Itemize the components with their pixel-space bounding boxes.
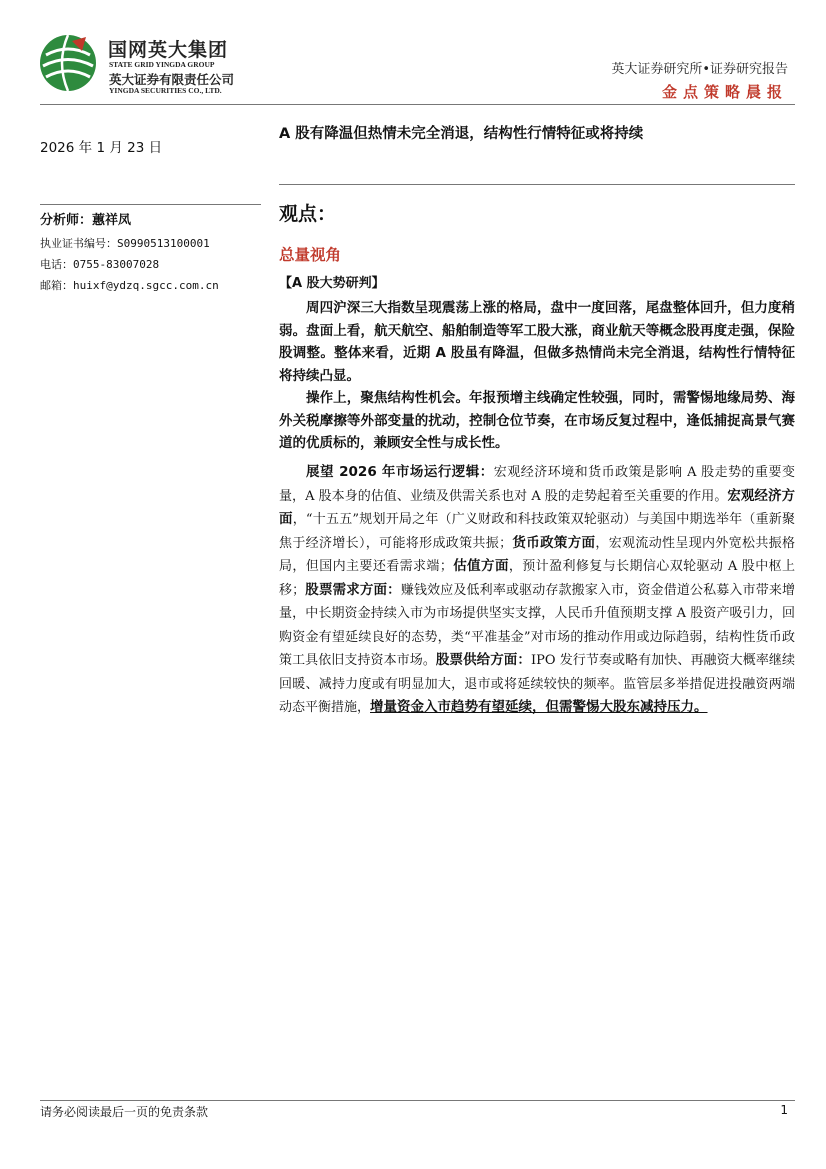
viewpoint-heading: 观点： [279,203,337,225]
disclaimer-note: 请务必阅读最后一页的免责条款 [40,1105,209,1119]
valuation-text: ，预计盈利修复与长期信心双轮驱动 A 股中枢上移； [279,559,795,598]
monetary-heading: 货币政策方面 [512,534,596,551]
outlook-lead: 展望 2026 年市场运行逻辑： [306,464,494,480]
logo-company-name: 英大证券有限责任公司 [109,72,235,87]
logo-english-name: STATE GRID YINGDA GROUP [109,60,215,69]
subsection-heading: 【A 股大势研判】 [279,276,385,291]
report-type-label: 金点策略晨报 [661,83,788,101]
section-heading: 总量视角 [279,246,342,264]
macro-heading: 宏观经济方面 [279,487,795,527]
valuation-heading: 估值方面 [452,558,509,574]
institute-label: 英大证券研究所•证券研究报告 [611,62,788,77]
conclusion-underlined: 增量资金入市趋势有望延续，但需警惕大股东减持压力。 [370,699,708,715]
supply-heading: 股票供给方面： [435,652,531,668]
title-divider [279,184,795,185]
demand-heading: 股票需求方面： [305,581,401,598]
logo-company-english: YINGDA SECURITIES CO., LTD. [109,86,222,95]
supply-text: IPO 发行节奏或略有加快、再融资大概率继续回暖、减持力度或有明显加大，退市或将延续较快的频率。监管层多举措促进投融资两端动态平衡措施， [279,653,795,715]
outlook-text: 宏观经济环境和货币政策是影响 A 股走势的重要变量，A 股本身的估值、业绩及供需关系也对 A 股的走势起着至关重要的作用。 [279,465,795,504]
demand-text: 赚钱效应及低利率或驱动存款搬家入市，资金借道公私募入市带来增量，中长期资金持续入市为市场提供坚实支撑，人民币升值预期支撑 A 股资产吸引力，回购资金有望延续良好的态势，类“平准基金”对市场的推动作用或边际趋弱，结构性货币政策工具依旧支持资本市场。 [279,582,795,668]
paragraph-outlook [279,461,795,720]
report-title: A 股有降温但热情未完全消退，结构性行情特征或将持续 [279,126,644,142]
page-number: 1 [780,1103,788,1117]
monetary-text: ，宏观流动性呈现内外宽松共振格局，但国内主要还看需求端； [279,535,795,574]
phone-number: 电话：0755-83007028 [40,258,160,271]
cert-number: 执业证书编号：S0990513100001 [40,237,210,250]
logo-chinese-name: 国网英大集团 [108,39,229,61]
footer-divider [40,1100,795,1101]
paragraph-operation: 操作上，聚焦结构性机会。年报预增主线确定性较强，同时，需警惕地缘局势、海外关税摩擦等外部变量的扰动，控制仓位节奏，在市场反复过程中，逢低捕捉高景气赛道的优质标的，兼顾安全性与成长性。 [279,390,795,451]
left-divider [40,204,261,205]
email-address: 邮箱：huixf@ydzq.sgcc.com.cn [40,279,219,292]
globe-logo-icon [38,33,98,93]
report-date: 2026 年 1 月 23 日 [40,140,163,156]
company-logo [38,33,253,97]
macro-text: ，“十五五”规划开局之年（广义财政和科技政策双轮驱动）与美国中期选举年（重新聚焦于经济增长），可能将形成政策共振； [279,512,796,551]
analyst-name: 分析师：蕙祥凤 [40,213,132,228]
paragraph-market-summary: 周四沪深三大指数呈现震荡上涨的格局，盘中一度回落，尾盘整体回升，但力度稍弱。盘面上看，航天航空、船舶制造等军工股大涨，商业航天等概念股再度走强，保险股调整。整体来看，近期 A 股虽有降温，但做多热情尚未完全消退，结构性行情特征将持续凸显。 [279,300,795,384]
header-divider [40,104,795,105]
